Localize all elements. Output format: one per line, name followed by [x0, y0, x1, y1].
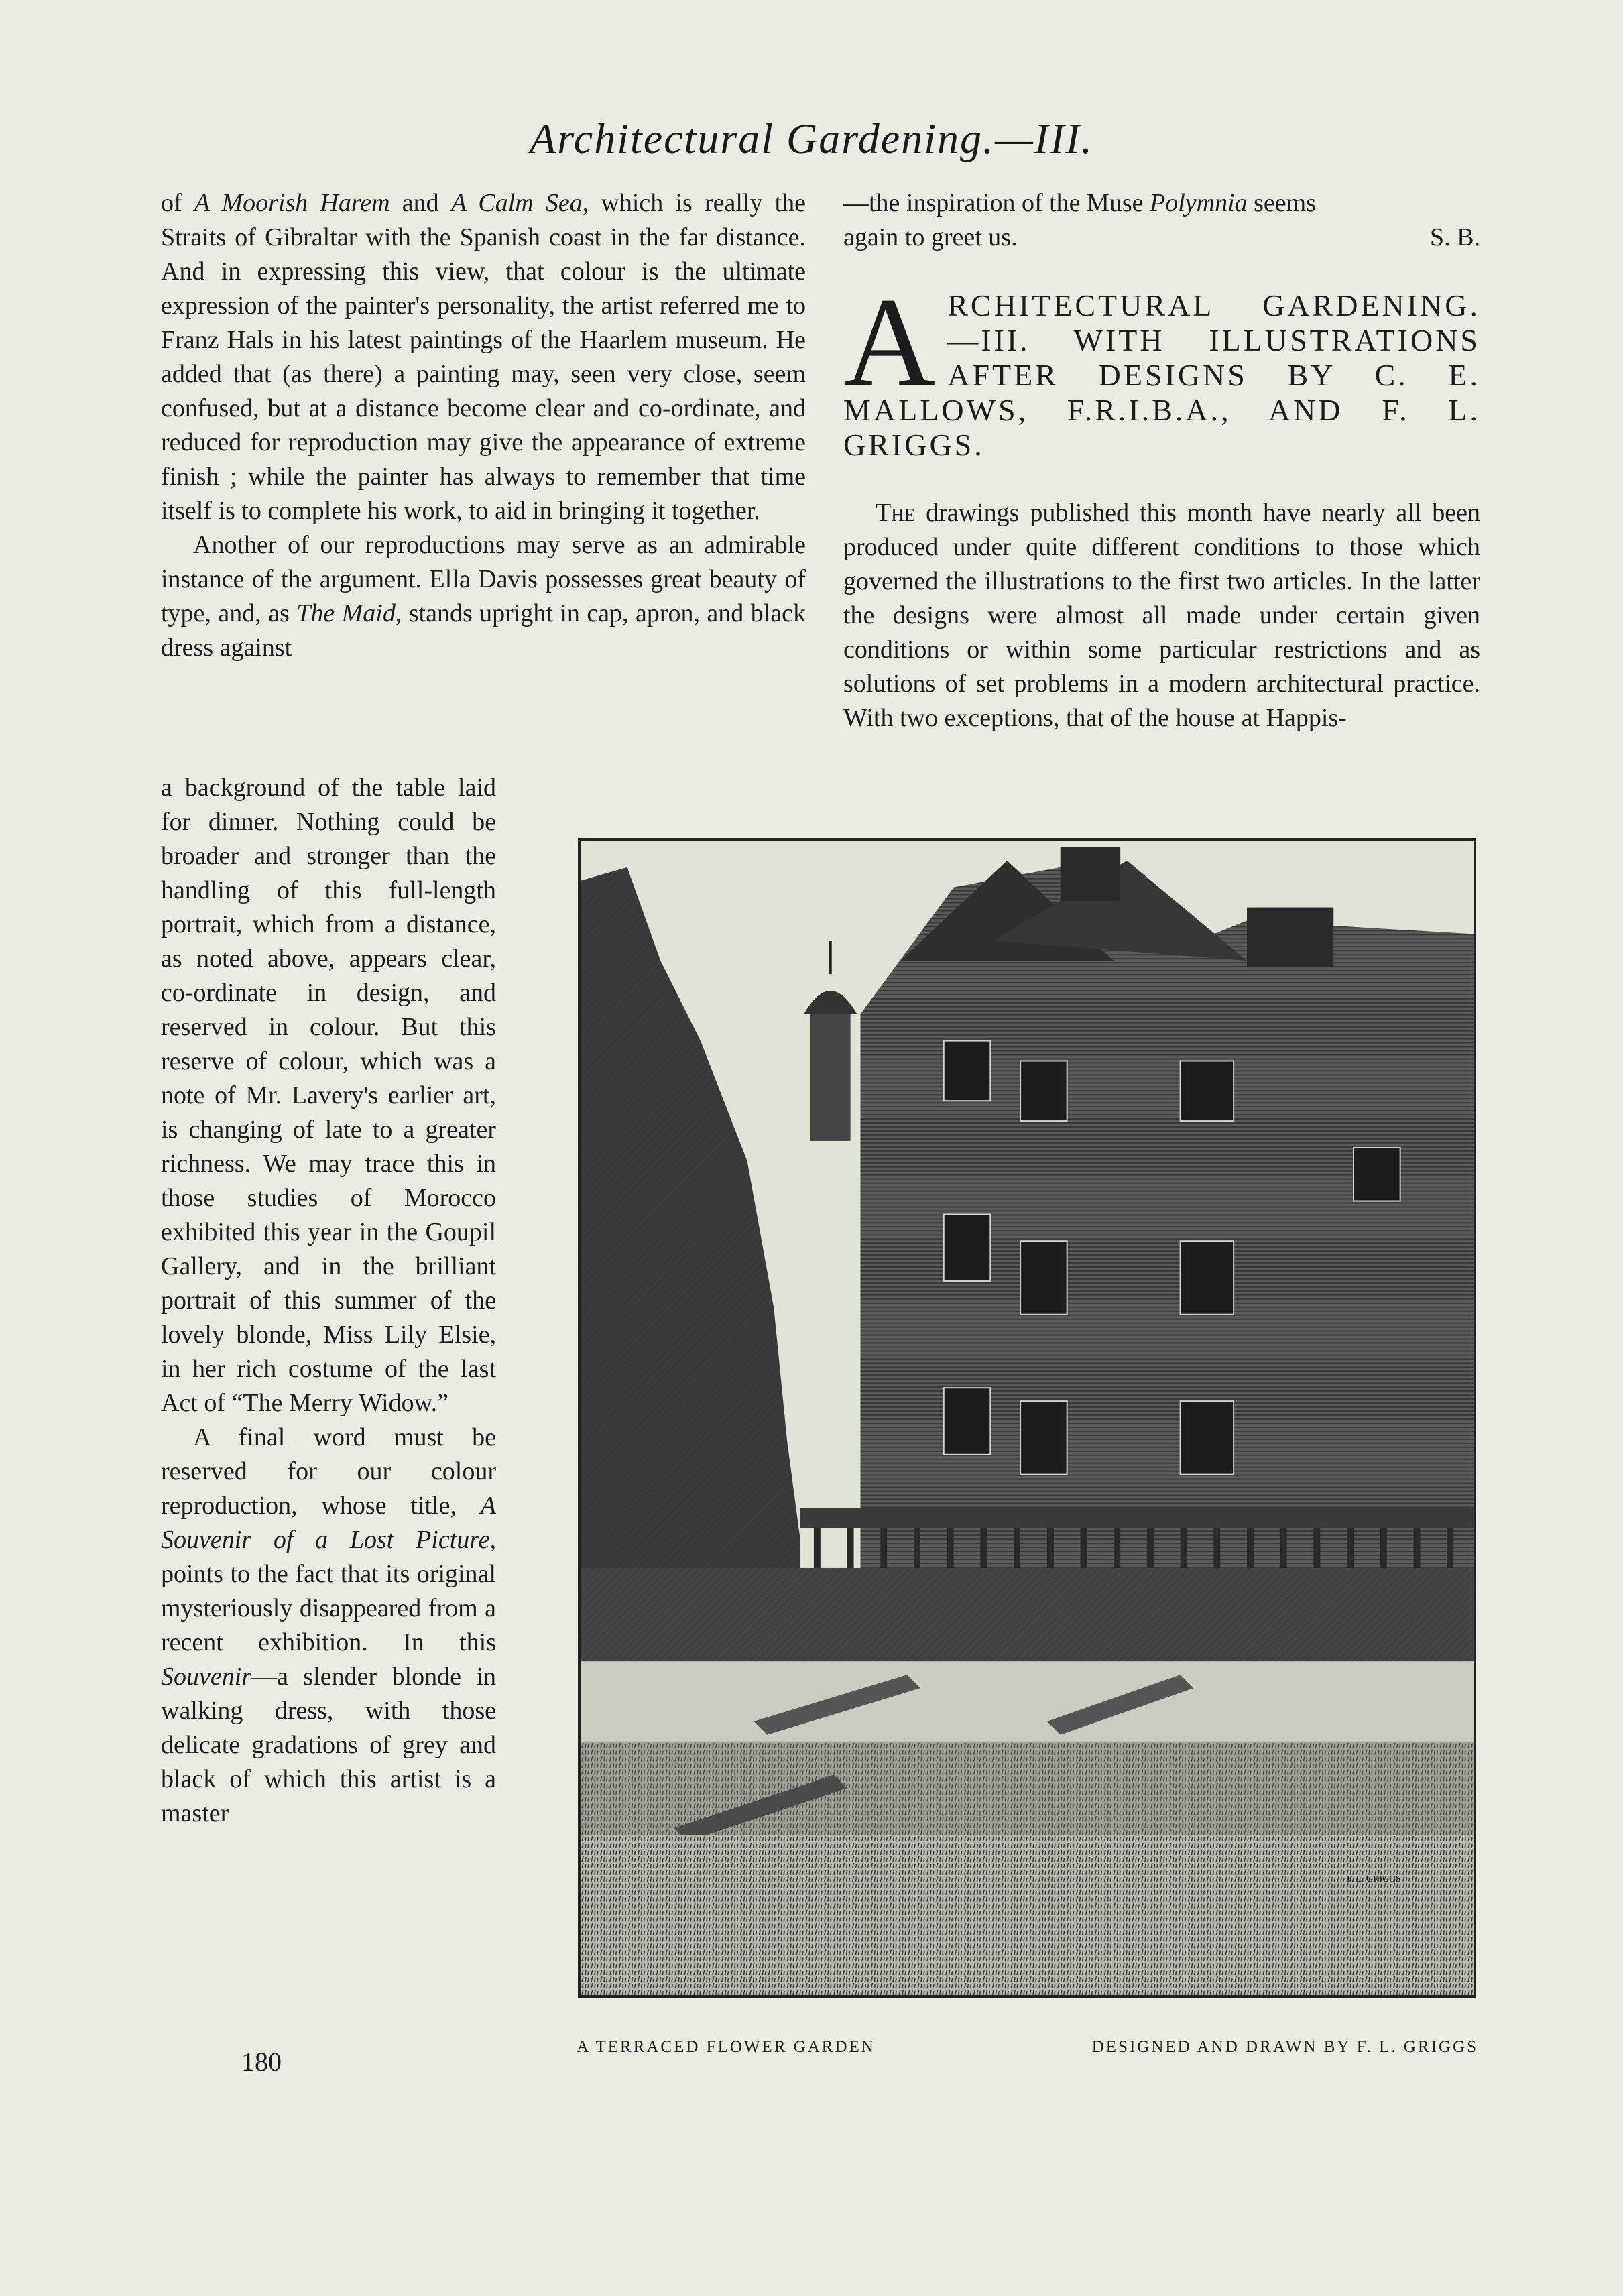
text-span: , stands upright in cap, apron, and black dress against [161, 599, 806, 662]
continuation-line [843, 186, 1480, 221]
paragraph-2 [161, 528, 806, 665]
caption-title: A TERRACED FLOWER GARDEN [577, 2038, 876, 2056]
text-span: A final word must be reserved for our colour reproduction, whose title, [161, 1423, 496, 1520]
paragraph-3 [161, 1421, 496, 1831]
illustration-terraced-garden [578, 838, 1476, 1998]
text-span: seems [1247, 189, 1316, 217]
left-column-top [161, 186, 806, 665]
text-span: , which is really the Straits of Gibraltar with the Spanish coast in the far distance. And in expressing this view, that colour is the ultimate expression of the painter's personality, the artist referred me to Franz Hals in his latest paintings of the Haarlem museum. He added that (as there) a painting may, seen very close, seem confused, but at a distance become clear and co-ordinate, and reduced for reproduction may give the appearance of extreme finish ; while the painter has always to remember that time itself is to complete his work, to aid in bringing it together. [161, 189, 806, 525]
text-span: , points to the fact that its original mysteriously disappeared from a recent exhibition. In this [161, 1526, 496, 1656]
running-title: Architectural Gardening.—III. [530, 115, 1093, 162]
title-souvenir: Souvenir [161, 1663, 252, 1691]
drop-cap: A [843, 272, 939, 413]
title-polymnia: Polymnia [1149, 189, 1248, 217]
author-initials: S. B. [1430, 223, 1480, 251]
right-column-top [843, 186, 1480, 255]
article-heading [843, 272, 1480, 463]
title-the-maid: The Maid [296, 599, 396, 627]
heading-text: RCHITECTURAL GARDENING. —III. WITH ILLUSTRATIONS AFTER DESIGNS BY C. E. MALLOWS, F.R.I.B.A., AND F. L. GRIGGS. [843, 288, 1480, 462]
paragraph-2-continued: a background of the table laid for dinner. Nothing could be broader and stronger than the handling of this full-length portrait, which from a distance, as noted above, appears clear, co-ordinate in design, and reserved in colour. But this reserve of colour, which was a note of Mr. Lavery's earlier art, is changing of late to a greater richness. We may trace this in those studies of Morocco exhibited this year in the Goupil Gallery, and in the brilliant portrait of this summer of the lovely blonde, Miss Lily Elsie, in her rich costume of the last Act of “The Merry Widow.” [161, 774, 496, 1417]
text-span: Another of our reproductions may serve as an admirable instance of the argument. Ella Davis possesses great beauty of type, and, as [161, 531, 806, 627]
text-span: and [389, 189, 451, 217]
article-paragraph-1 [843, 496, 1480, 735]
title-a-calm-sea: A Calm Sea [450, 189, 583, 217]
text-span: —the inspiration of the Muse [843, 189, 1150, 217]
text-span: drawings published this month have nearly all been produced under quite different conditions to those which governed the illustrations to the first two articles. In the latter the designs were almost all made under certain given conditions or within some particular restrictions and as solutions of set problems in a modern architectural practice. With two exceptions, that of the house at Happis- [843, 499, 1480, 732]
text-span: —a slender blonde in walking dress, with those delicate gradations of grey and black of which this artist is a master [161, 1663, 496, 1827]
title-souvenir-lost-picture: A Souvenir of a Lost Picture [161, 1492, 496, 1554]
text-span: of [161, 189, 194, 217]
text-span: again to greet us. [843, 223, 1018, 251]
lead-word: The [876, 499, 916, 527]
left-column-narrow [161, 771, 496, 1831]
house-garden-drawing [581, 841, 1474, 1995]
title-a-moorish-harem: A Moorish Harem [194, 189, 390, 217]
right-column-body [843, 496, 1480, 735]
artist-signature: F. L. GRIGGS [1347, 1874, 1401, 1884]
page-number: 180 [241, 2047, 282, 2077]
paragraph-1 [161, 186, 806, 528]
caption-credit: DESIGNED AND DRAWN BY F. L. GRIGGS [1091, 2038, 1478, 2056]
signoff-line [843, 221, 1480, 255]
